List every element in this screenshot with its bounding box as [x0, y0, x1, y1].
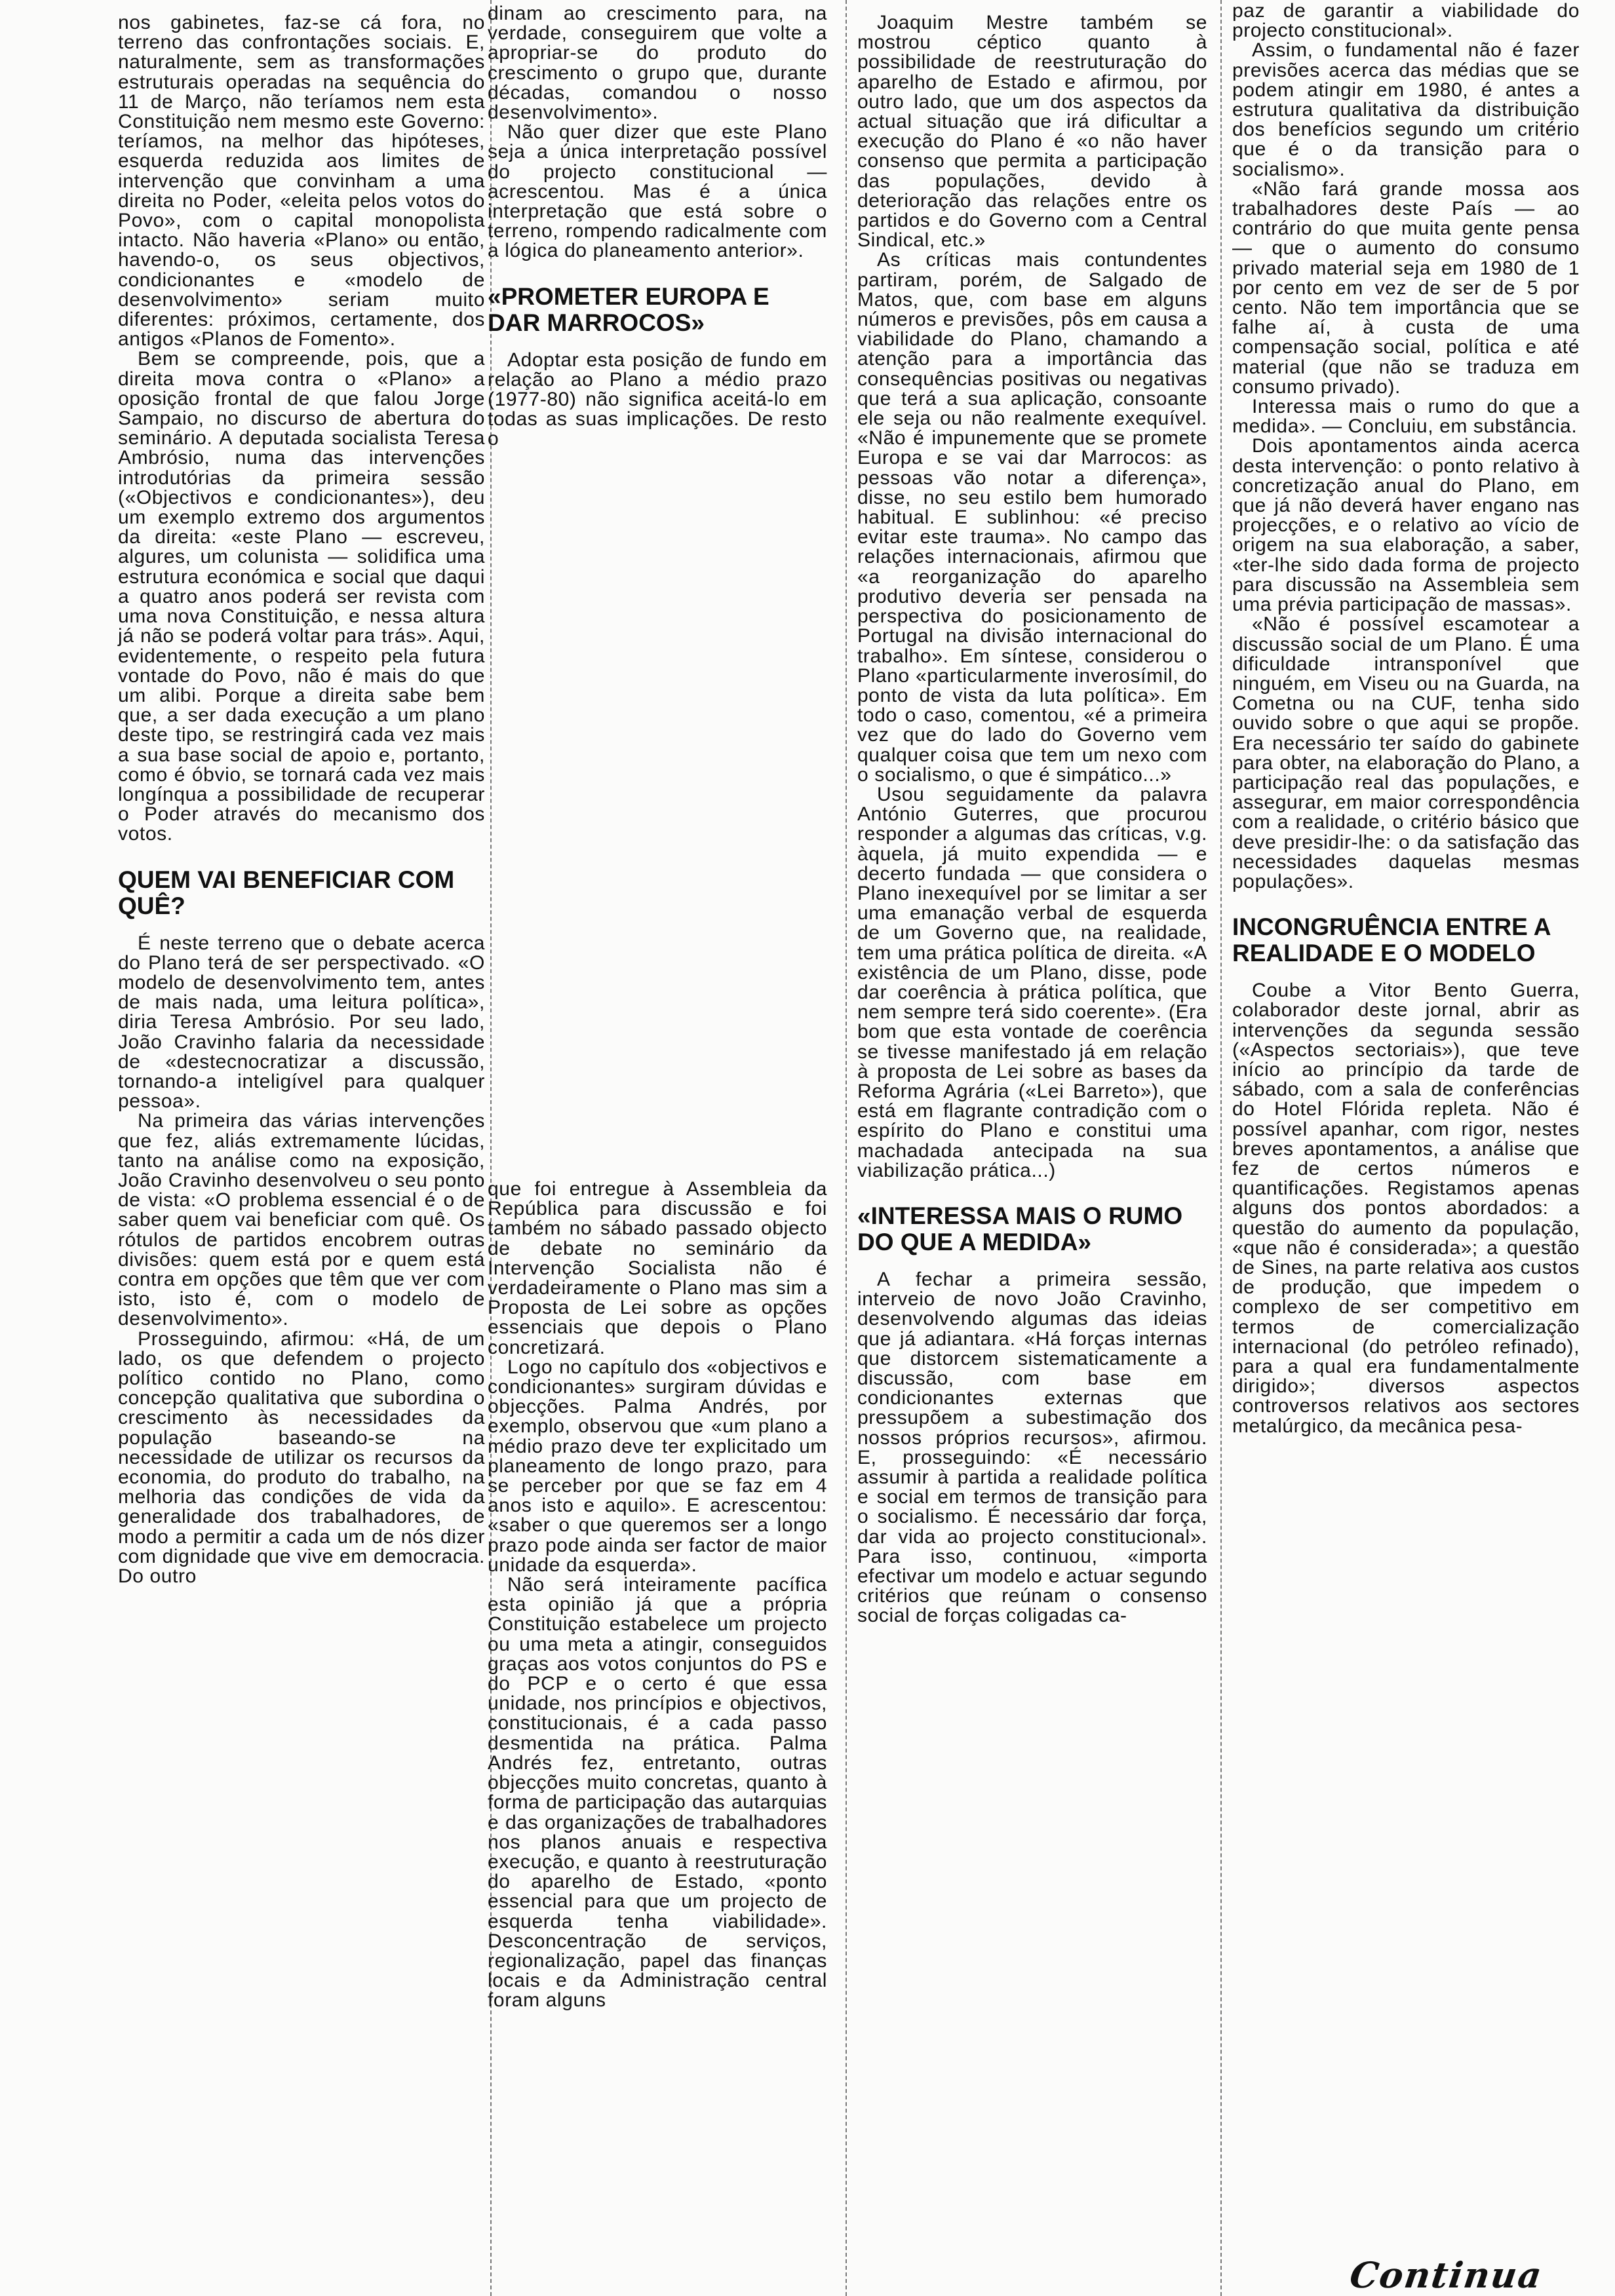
paragraph: Prosseguindo, afirmou: «Há, de um lado, os que defendem o projecto político contido no Plano, como concepção qualitativa que subordina o crescimento às necessidades da população baseando-se na necessidade de utilizar os recursos da economia, do produto do trabalho, na melhoria das condições de vida da generalidade dos trabalhadores, de modo a permitir a cada um de nós dizer com dignidade que vive em democracia. Do outro	[118, 1328, 485, 1588]
paragraph: dinam ao crescimento para, na verdade, conseguirem que volte a apropriar-se do produto do crescimento o grupo que, durante décadas, comandou o nosso desenvolvimento».	[488, 3, 827, 124]
section-heading: INCONGRUÊNCIA ENTRE A REALIDADE E O MODELO	[1232, 913, 1551, 967]
paragraph: «Não é possível escamotear a discussão social de um Plano. É uma dificuldade intransponível que ninguém, em Viseu ou na Guarda, na Cometna ou na CUF, tenha sido ouvido sobre o que aqui se propõe. Era necessário ter saído do gabinete para obter, na elaboração do Plano, a participação real das populações, e assegurar, em maior correspondência com a realidade, o critério básico que deve presidir-lhe: o da satisfação das necessidades daquelas mesmas populações».	[1232, 613, 1580, 892]
paragraph: Dois apontamentos ainda acerca desta intervenção: o ponto relativo à concretização anual do Plano, em que já não deverá haver engano nas projecções, e o relativo ao vício de origem na sua elaboração, a saber, «ter-lhe sido dada forma de projecto para discussão na Assembleia sem uma prévia participação de massas».	[1232, 435, 1580, 616]
column-divider	[1220, 0, 1222, 2296]
article-column-2-top	[488, 4, 827, 450]
section-heading: QUEM VAI BENEFICIAR COM QUÊ?	[118, 866, 455, 919]
article-column-4	[1232, 1, 1580, 1436]
article-column-3	[857, 13, 1207, 1626]
paragraph: Interessa mais o rumo do que a medida». — Concluiu, em substância.	[1232, 396, 1580, 438]
paragraph: Na primeira das várias intervenções que fez, aliás extremamente lúcidas, tanto na análise como na exposição, João Cravinho desenvolveu o seu ponto de vista: «O problema essencial é o de saber quem vai beneficiar com quê. Os rótulos de partidos encobrem outras divisões: quem está por e quem está contra em opções que têm que ver com isto, isto é, com o modelo de desenvolvimento».	[118, 1110, 485, 1330]
paragraph: As críticas mais contundentes partiram, porém, de Salgado de Matos, que, com base em alguns números e previsões, pôs em causa a viabilidade do Plano, chamando a atenção para a importância das consequências positivas ou negativas que terá a sua aplicação, consoante ele seja ou não realmente exequível. «Não é impunemente que se promete Europa e se vai dar Marrocos: as pessoas vão notar a diferença», disse, no seu estilo bem humorado habitual. E sublinhou: «é preciso evitar este trauma». No campo das relações internacionais, afirmou que «a reorganização do aparelho produtivo deveria ser pensada na perspectiva do posicionamento de Portugal na divisão internacional do trabalho». Em síntese, considerou o Plano «particularmente inverosímil, do ponto de vista da luta política». Em todo o caso, comentou, «é a primeira vez que do lado do Governo vem qualquer coisa que tem um nexo com o socialismo, o que é simpático...»	[857, 249, 1207, 786]
article-column-1	[118, 13, 485, 1586]
paragraph: nos gabinetes, faz-se cá fora, no terreno das confrontações sociais. E, naturalmente, sem as transformações estruturais operadas na sequência do 11 de Março, não teríamos nem esta Constituição nem mesmo este Governo: teríamos, na melhor das hipóteses, esquerda reduzida aos limites de intervenção que convinham a uma direita no Poder, «eleita pelos votos do Povo», com o capital monopolista intacto. Não haveria «Plano» ou então, havendo-o, os seus objectivos, condicionantes e «modelo de desenvolvimento» seriam muito diferentes: próximos, certamente, dos antigos «Planos de Fomento».	[118, 12, 485, 351]
paragraph: Joaquim Mestre também se mostrou céptico quanto à possibilidade de reestruturação do aparelho de Estado e afirmou, por outro lado, que um dos aspectos da actual situação que irá dificultar a execução do Plano é «o não haver consenso que permita a participação das populações, devido à deterioração das relações entre os partidos e do Governo com a Central Sindical, etc.»	[857, 12, 1207, 252]
paragraph: que foi entregue à Assembleia da República para discussão e foi também no sábado passado objecto de debate no seminário da Intervenção Socialista não é verdadeiramente o Plano mas sim a Proposta de Lei sobre as opções essenciais que depois o Plano concretizará.	[488, 1178, 827, 1358]
paragraph: paz de garantir a viabilidade do projecto constitucional».	[1232, 0, 1580, 42]
paragraph: Assim, o fundamental não é fazer previsões acerca das médias que se podem atingir em 1980, é antes a estrutura qualitativa da distribuição dos benefícios segundo um critério que é o da transição para o socialismo».	[1232, 39, 1580, 180]
paragraph: Adoptar esta posição de fundo em relação ao Plano a médio prazo (1977-80) não significa aceitá-lo em todas as suas implicações. De resto o	[488, 349, 827, 450]
continued-mark: Continua	[1347, 2254, 1546, 2296]
paragraph: Não quer dizer que este Plano seja a única interpretação possível do projecto constitucional — acrescentou. Mas é a única interpretação que está sobre o terreno, rompendo radicalmente com a lógica do planeamento anterior».	[488, 121, 827, 262]
paragraph: É neste terreno que o debate acerca do Plano terá de ser perspectivado. «O modelo de desenvolvimento tem, antes de mais nada, uma leitura política», diria Teresa Ambrósio. Por seu lado, João Cravinho falaria da necessidade de «destecnocratizar a discussão, tornando-a inteligível para qualquer pessoa».	[118, 932, 485, 1113]
paragraph: «Não fará grande mossa aos trabalhadores deste País — ao contrário do que muita gente pensa — que o aumento do consumo privado material seja em 1980 de 1 por cento em vez de ser de 5 por cento. Não tem importância que se falhe aí, à custa de uma compensação social, política e até material (que não se traduza em consumo privado).	[1232, 178, 1580, 398]
paragraph: A fechar a primeira sessão, interveio de novo João Cravinho, desenvolvendo algumas das ideias que já adiantara. «Há forças internas que distorcem sistematicamente a discussão, com base em condicionantes externas que pressupõem a subestimação dos nossos próprios recursos», afirmou. E, prosseguindo: «É necessário assumir à partida a realidade política e social em termos de transição para o socialismo. É necessário dar força, dar vida ao projecto constitucional». Para isso, continuou, «importa efectivar um modelo e actuar segundo critérios que reúnam o consenso social de forças coligadas ca-	[857, 1268, 1207, 1627]
paragraph: Logo no capítulo dos «objectivos e condicionantes» surgiram dúvidas e objecções. Palma Andrés, por exemplo, observou que «um plano a médio prazo deve ter explicitado um planeamento de longo prazo, para se perceber por que se faz em 4 anos isto e aquilo». E acrescentou: «saber o que queremos ser a longo prazo pode ainda ser factor de maior unidade da esquerda».	[488, 1356, 827, 1576]
paragraph: Bem se compreende, pois, que a direita mova contra o «Plano» a oposição frontal de que falou Jorge Sampaio, no discurso de abertura do seminário. A deputada socialista Teresa Ambrósio, numa das intervenções introdutórias da primeira sessão («Objectivos e condicionantes»), deu um exemplo extremo dos argumentos da direita: «este Plano — escreveu, algures, um colunista — solidifica uma estrutura económica e social que daqui a quatro anos poderá ser revista com uma nova Constituição, e nessa altura já não se poderá voltar para trás». Aqui, evidentemente, o respeito pela futura vontade do Povo, não é mais do que um alibi. Porque a direita sabe bem que, a ser dada execução a um plano deste tipo, se restringirá cada vez mais a sua base social de apoio e, portanto, como é óbvio, se tornará cada vez mais longínqua a possibilidade de recuperar o Poder através do mecanismo dos votos.	[118, 348, 485, 845]
paragraph: Não será inteiramente pacífica esta opinião já que a própria Constituição estabelece um projecto ou uma meta a atingir, conseguidos graças aos votos conjuntos do PS e do PCP e o certo é que essa unidade, nos princípios e objectivos, constitucionais, é a cada passo desmentida na prática. Palma Andrés fez, entretanto, outras objecções muito concretas, quanto à forma de participação das autarquias e das organizações de trabalhadores nos planos anuais e respectiva execução, e quanto à reestruturação do aparelho de Estado, «ponto essencial para que um projecto de esquerda tenha viabilidade». Desconcentração de serviços, regionalização, papel das finanças locais e da Administração central foram alguns	[488, 1574, 827, 2012]
column-divider	[846, 0, 847, 2296]
article-column-2-bottom	[488, 1179, 827, 2011]
paragraph: Usou seguidamente da palavra António Guterres, que procurou responder a algumas das críticas, v.g. àquela, já muito expendida — e decerto fundada — que considera o Plano inexequível por se limitar a ser uma emanação verbal de esquerda de um Governo que, na realidade, tem uma prática política de direita. «A existência de um Plano, disse, pode dar coerência à prática política, que nem sempre terá sido coerente». (Era bom que esta vontade de coerência se tivesse manifestado já em relação à proposta de Lei sobre as bases da Reforma Agrária («Lei Barreto»), que está em flagrante contradição com o espírito do Plano e constitui uma machadada antecipada na sua viabilização prática...)	[857, 783, 1207, 1181]
paragraph: Coube a Vitor Bento Guerra, colaborador deste jornal, abrir as intervenções da segunda sessão («Aspectos sectoriais»), que teve início ao princípio da tarde de sábado, com a sala de conferências do Hotel Flórida repleta. Não é possível apanhar, com rigor, nestes breves apontamentos, a análise que fez de certos números e quantificações. Registamos apenas alguns dos pontos abordados: a questão do aumento da população, «que não é considerada»; a questão de Sines, na parte relativa aos custos de produção, que impedem o complexo de ser competitivo em termos de comercialização internacional (do petróleo refinado), para a qual era fundamentalmente dirigido»; diversos aspectos controversos relativos aos sectores metalúrgico, da mecânica pesa-	[1232, 980, 1580, 1437]
section-heading: «INTERESSA MAIS O RUMO DO QUE A MEDIDA»	[857, 1202, 1183, 1255]
section-heading: «PROMETER EUROPA E DAR MARROCOS»	[488, 282, 769, 336]
